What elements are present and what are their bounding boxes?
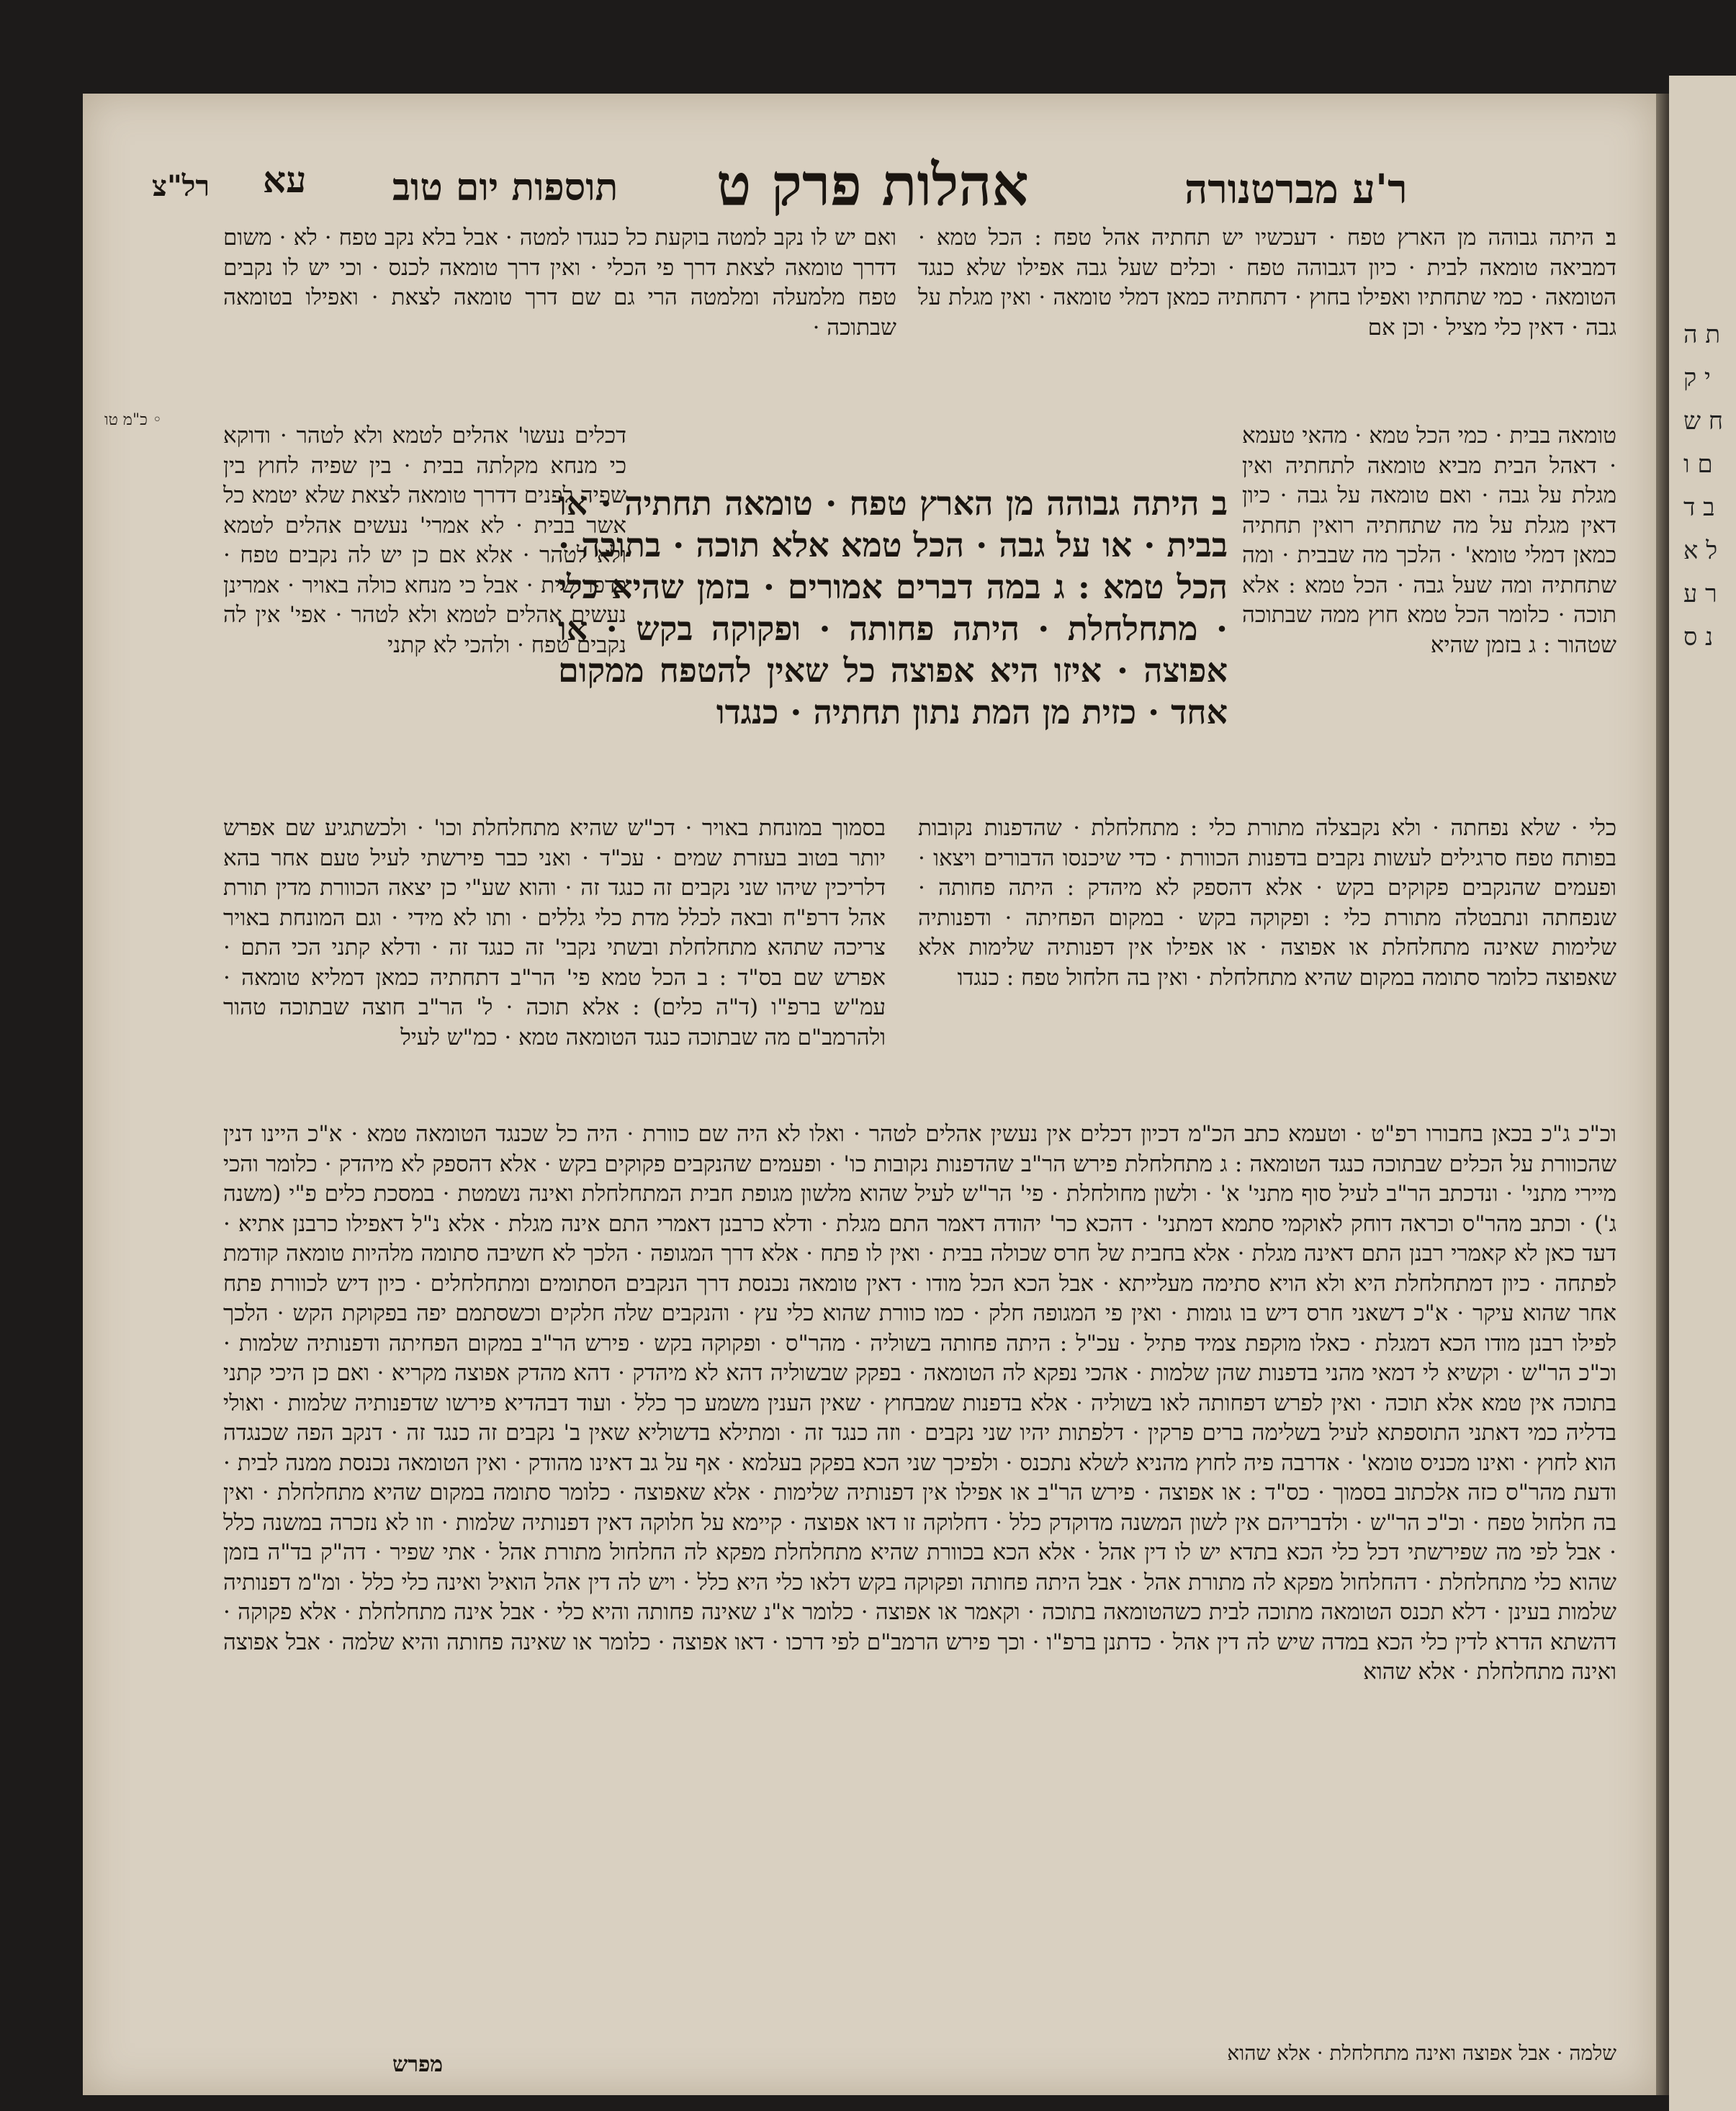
header-tosafot: תוספות יום טוב — [392, 166, 619, 210]
bartenura-upper-block — [918, 223, 1616, 343]
page-title: אהלות פרק ט — [716, 151, 1029, 219]
header-left-label: רל"צ — [152, 169, 210, 203]
bartenura-mid-text: כלי · שלא נפחתה · ולא נקבצלה מתורת כלי : מתחלחלת · שהדפנות נקובות בפותח טפח סרגילים לעשות נקבים בדפנות הכוורת · כדי שיכנסו הדבורים ויצאו · ופעמים שהנקבים פקוקים בקש · אלא דהספק לא מיהדק : היתה פחותה · שנפחתה ונתבטלה מתורת כלי : ופקוקה בקש · במקום הפחיתה · ודפנותיה שלימות שאינה מתחלחלת או אפוצה · או אפילו אין דפנותיה שלימות אלא שאפוצה כלומר סתומה במקום שהיא מתחלחלת · ואין בה חלחול טפח : כנגדו — [918, 815, 1616, 991]
catchword-right: שלמה · אבל אפוצה ואינה מתחלחלת · אלא שהוא — [1227, 2041, 1616, 2065]
book-page — [83, 94, 1656, 2095]
mishnah-text: ב היתה גבוהה מן הארץ טפח · טומאה תחתיה · או בבית · או על גבה · הכל טמא אלא תוכה · בתוכה · הכל טמא : ג במה דברים אמורים · בזמן שהיא כלי · מתחלחלת · היתה פחותה · ופקוקה בקש · או אפוצה · איזו היא אפוצה כל שאין להטפח ממקום אחד · כזית מן המת נתון תחתיה · כנגדו — [558, 484, 1228, 732]
tosafot-upper-text: ואם יש לו נקב למטה בוקעת כל כנגדו למטה · אבל בלא נקב טפח · לא · משום דדרך טומאה לצאת דרך פי הכלי · ואין דרך טומאה לכנס · וכי יש לו נקבים טפח מלמעלה ומלמטה הרי גם שם דרך טומאה לצאת · ואפילו בטומאה שבתוכה · — [223, 225, 896, 341]
facing-page-edge — [1669, 76, 1736, 2111]
bartenura-mid-block — [918, 814, 1616, 1116]
tosafot-upper-block — [223, 223, 896, 343]
page-header — [83, 151, 1656, 230]
catchword-left: מפרש — [392, 2052, 444, 2077]
tosafot-side-text: דכלים נעשו' אהלים לטמא ולא לטהר · ודוקא כי מנחא מקלתה בבית · בין שפיה לחוץ בין שפיה לפנים דדרך טומאה לצאת שלא יטמא כל אשר בבית · לא אמרי' נעשים אהלים לטמא ולא לטהר · אלא אם כן יש לה נקבים טפח · כדפרישית · אבל כי מנחא כולה באויר · אמרינן נעשים אהלים לטמא ולא לטהר · אפי' אין לה נקבים טפח · ולהכי לא קתני — [223, 423, 626, 658]
bartenura-upper-text: ב׃ היתה גבוהה מן הארץ טפח · דעכשיו יש תחתיה אהל טפח : הכל טמא · דמביאה טומאה לבית · כיון דגבוהה טפח · וכלים שעל גבה אפילו שלא כנגד הטומאה · כמי שתחתיו ואפילו בחוץ · דתחתיה כמאן דמלי טומאה · ואין מגלת על גבה · דאין כלי מציל · וכן אם — [918, 225, 1616, 341]
margin-note: כ"מ טו ◦ — [104, 411, 162, 429]
header-bartenura: ר'ע מברטנורה — [1184, 166, 1408, 213]
tosafot-bottom-text: וכ"כ ג"כ בכאן בחבורו רפ"ט · וטעמא כתב הכ"מ דכיון דכלים אין נעשין אהלים לטהר · ואלו לא היה שם כוורת · היה כל שכנגד הטומאה טמא · א"כ היינו דנין שהכוורת על הכלים שבתוכה כנגד הטומאה : ג מתחלחלת פירש הר"ב שהדפנות נקובות כו' · ופעמים שהנקבים פקוקים בקש · אלא דהספק לא מיהדק · כלומר והכי מיירי מתני' · ונדכתב הר"ב לעיל סוף מתני' א' · ולשון מחולחלת · פי' הר"ש לעיל שהוא מלשון מגופת חבית המתחלחלת ואינה נשמטת · במסכת כלים פ"י (משנה ג') · וכתב מהר"ס וכראה דוחק לאוקמי סתמא דמתני' · דהכא כר' יהודה דאמר התם מגלת · ודלא כרבנן דאמרי התם אינה מגלת · אלא נ"ל דאפילו כרבנן אתיא · דעד כאן לא קאמרי רבנן התם דאינה מגלת · אלא בחבית של חרס שכולה בבית · ואין לו פתח · אלא דרך המגופה · הלכך לא חשיבה סתומה מלהיות טומאה קודמת לפתחה · כיון דמתחלחלת היא ולא הויא סתימה מעלייתא · אבל הכא הכל מודו · דאין טומאה נכנסת דרך הנקבים הסתומים ומתחלחלים · כיון דיש לכוורת פתח אחר שהוא עיקר · א"כ דשאני חרס דיש בו גומות · ואין פי המגופה חלק · כמו כוורת שהוא כלי עץ · והנקבים שלה חלקים וכשסתמם יפה בפקוקת הקש · הלכך לפילו רבנן מודו הכא דמגלת · כאלו מוקפת צמיד פתיל · עכ"ל : היתה פחותה בשוליה · מהר"ס · ופקוקה בקש · פירש הר"ב במקום הפחיתה ודפנותיה שלמות · וכ"כ הר"ש · וקשיא לי דמאי מהני בדפנות שהן שלמות · אהכי נפקא לה הטומאה · בפקק שבשוליה דהא לא מיהדק · דהא מהדק אפוצה מקריא · ואם כן היכי קתני בתוכה אין טמא אלא תוכה · ואין לפרש דפחותה לאו בשוליה · אלא בדפנות שמבחוץ · שאין הענין משמע כך כלל · ועוד דבהדיא פירשו שדפנותיה שלמות · ואולי בדליה כמי דאתני התוספתא לעיל בשלימה ברים פרקין · דלפתות יהיו שני נקבים · וזה כנגד זה · ומתילא בדשוליא שאין ב' נקבים זה כנגד זה · דנקב הפה שכנגדה הוא לחוץ · ואינו מכניס טומא' · אדרבה פיה לחוץ מהניא לשלא נתכנס · ולפיכך שני הכא בפקק בעלמא · אף על גב דאינו מהודק · ואין הטומאה נכנסת ממנה לבית · ודעת מהר"ס כזה אלכתוב בסמוך · כס"ד : או אפוצה · פירש הר"ב או אפילו אין דפנותיה שלימות · אלא שאפוצה · כלומר סתומה במקום שהיא מתחלחלת · ואין בה חלחול טפח · וכ"כ הר"ש · ולדבריהם אין לשון המשנה מדוקדק כלל · דחלוקה זו דאו אפוצה · קיימא על חלוקה דאין דפנותיה שלמות · וזו לא נזכרה במשנה כלל · אבל לפי מה שפירשתי דכל כלי הכא בתדא יש לו דין אהל · אלא הכא בכוורת שהיא מתחלחלת מפקא לה החלחול מתורת אהל · אתי שפיר · דה"ק בד"ה בזמן שהוא כלי מתחלחלת · דהחלחול מפקא לה מתורת אהל · אבל היתה פחותה ופקוקה בקש דלאו כלי היא כלל · ויש לה דין אהל הואיל ואינה כלי כלל · ומ"מ דפנותיה שלמות בעינן · דלא תכנס הטומאה מתוכה לבית כשהטומאה בתוכה · וקאמר או אפוצה · כלומר א"נ שאינה פחותה והיא כלי · אבל אינה מתחלחלת · אלא פקוקה · דהשתא הדרא לדין כלי הכא במדה שיש לה דין אהל · כדתנן ברפ"ו · וכך פירש הרמב"ם לפי דרכו · דאו אפוצה · כלומר או שאינה פחותה והיא שלמה · אבל אפוצה ואינה מתחלחלת · אלא שהוא — [223, 1121, 1616, 1685]
tosafot-mid-block — [223, 814, 886, 1116]
tosafot-mid-text: בסמוך במונחת באויר · דכ"ש שהיא מתחלחלת וכו' · ולכשתגיע שם אפרש יותר בטוב בעזרת שמים · עכ"ד · ואני כבר פירשתי לעיל טעם אחר בהא דלריכין שיהו שני נקבים זה כנגד זה · והוא שע"י כן יצאה הכוורת מדין תורת אהל דרפ"ח ובאה לכלל מדת כלי גללים · ותו לא מידי · וגם המונחת באויר צריכה שתהא מתחלחלת ובשתי נקבי' זה כנגד זה · ודלא קתני הכי התם · אפרש שם בס"ד : ב הכל טמא פי' הר"ב דתחתיה כמאן דמליא טומאה · עמ"ש ברפ"ו (ד"ה כלים) : אלא תוכה · ל' הר"ב חוצה שבתוכה טהור ולהרמב"ם מה שבתוכה כנגד הטומאה טמא · כמ"ש לעיל — [223, 815, 886, 1050]
bartenura-side-block — [1242, 421, 1616, 810]
bartenura-side-text: טומאה בבית · כמי הכל טמא · מהאי טעמא · דאהל הבית מביא טומאה לתחתיה ואין מגלת על גבה · ואם טומאה על גבה · כיון דאין מגלת על מה שתחתיה רואין תחתיה כמאן דמלי טומא' · הלכך מה שבבית · ומה שתחתיה ומה שעל גבה · הכל טמא : אלא תוכה · כלומר הכל טמא חוץ ממה שבתוכה שטהור : ג בזמן שהיא — [1242, 423, 1616, 658]
facing-page-text: ת ה י ק ח ש ם ו ב ד ל א ר ע נ ס — [1683, 320, 1724, 652]
mishnah-block — [558, 482, 1228, 733]
tosafot-bottom-block — [223, 1120, 1616, 2041]
folio-number: עא — [263, 158, 307, 201]
